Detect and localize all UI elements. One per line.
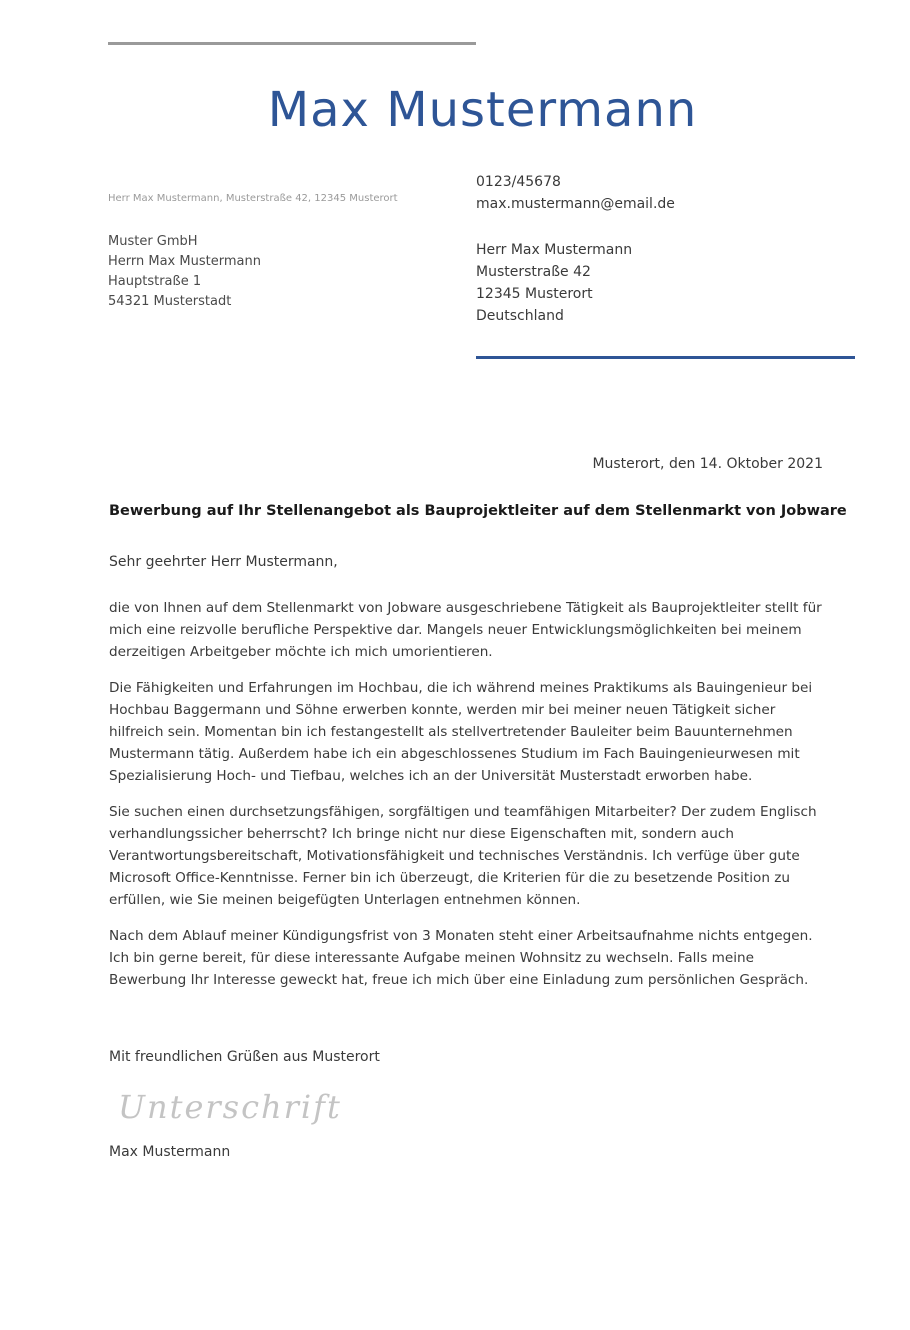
letter-date: Musterort, den 14. Oktober 2021 — [592, 456, 823, 472]
signature-placeholder: Unterschrift — [118, 1088, 342, 1126]
recipient-company: Muster GmbH — [108, 234, 198, 249]
phone-number: 0123/45678 — [476, 174, 561, 190]
recipient-city: 54321 Musterstadt — [108, 294, 232, 309]
contact-block — [476, 171, 675, 215]
sender-city: 12345 Musterort — [476, 286, 593, 302]
sender-name: Herr Max Mustermann — [476, 242, 633, 258]
body-paragraph: Sie suchen einen durchsetzungsfähigen, sorgfältigen und teamfähigen Mitarbeiter? Der zudem Englisch verhandlungssicher beherrscht? Ich bringe nicht nur diese Eigenschaften mit, sondern auch Verantwortungsbereitschaft, Motivationsfähigkeit und technisches Verständnis. Ich verfüge über gute Microsoft Office-Kenntnisse. Ferner bin ich überzeugt, die Kriterien für die zu besetzende Position zu erfüllen, wie Sie meinen beigefügten Unterlagen entnehmen können. — [109, 804, 817, 908]
subject-line: Bewerbung auf Ihr Stellenangebot als Bauprojektleiter auf dem Stellenmarkt von Jobware — [109, 503, 847, 519]
body-paragraph: Nach dem Ablauf meiner Kündigungsfrist von 3 Monaten steht einer Arbeitsaufnahme nichts entgegen. Ich bin gerne bereit, für diese interessante Aufgabe meinen Wohnsitz zu wechseln. Falls meine Bewerbung Ihr Interesse geweckt hat, freue ich mich über eine Einladung zum persönlichen Gespräch. — [109, 928, 813, 988]
letter-body — [109, 597, 829, 1005]
accent-divider — [476, 356, 855, 359]
sender-return-address: Herr Max Mustermann, Musterstraße 42, 12345 Musterort — [108, 193, 398, 204]
sender-street: Musterstraße 42 — [476, 264, 591, 280]
salutation: Sehr geehrter Herr Mustermann, — [109, 554, 338, 570]
body-paragraph: Die Fähigkeiten und Erfahrungen im Hochbau, die ich während meines Praktikums als Bauingenieur bei Hochbau Baggermann und Söhne erwerben konnte, werden mir bei meiner neuen Tätigkeit sicher hilfreich sein. Momentan bin ich festangestellt als stellvertretender Bauleiter beim Bauunternehmen Mustermann tätig. Außerdem habe ich ein abgeschlossenes Studium im Fach Bauingenieurwesen mit Spezialisierung Hoch- und Tiefbau, welches ich an der Universität Musterstadt erworben habe. — [109, 680, 813, 784]
sender-country: Deutschland — [476, 308, 564, 324]
recipient-address-block — [108, 232, 261, 312]
email-address: max.mustermann@email.de — [476, 196, 675, 212]
closing-phrase: Mit freundlichen Grüßen aus Musterort — [109, 1049, 380, 1065]
top-divider — [108, 42, 476, 45]
sender-address-block — [476, 239, 632, 327]
recipient-street: Hauptstraße 1 — [108, 274, 202, 289]
signer-name: Max Mustermann — [109, 1144, 231, 1160]
body-paragraph: die von Ihnen auf dem Stellenmarkt von Jobware ausgeschriebene Tätigkeit als Bauprojektleiter stellt für mich eine reizvolle berufliche Perspektive dar. Mangels neuer Entwicklungsmöglichkeiten bei meinem derzeitigen Arbeitgeber möchte ich mich umorientieren. — [109, 600, 822, 660]
applicant-name: Max Mustermann — [267, 82, 698, 138]
recipient-person: Herrn Max Mustermann — [108, 254, 261, 269]
